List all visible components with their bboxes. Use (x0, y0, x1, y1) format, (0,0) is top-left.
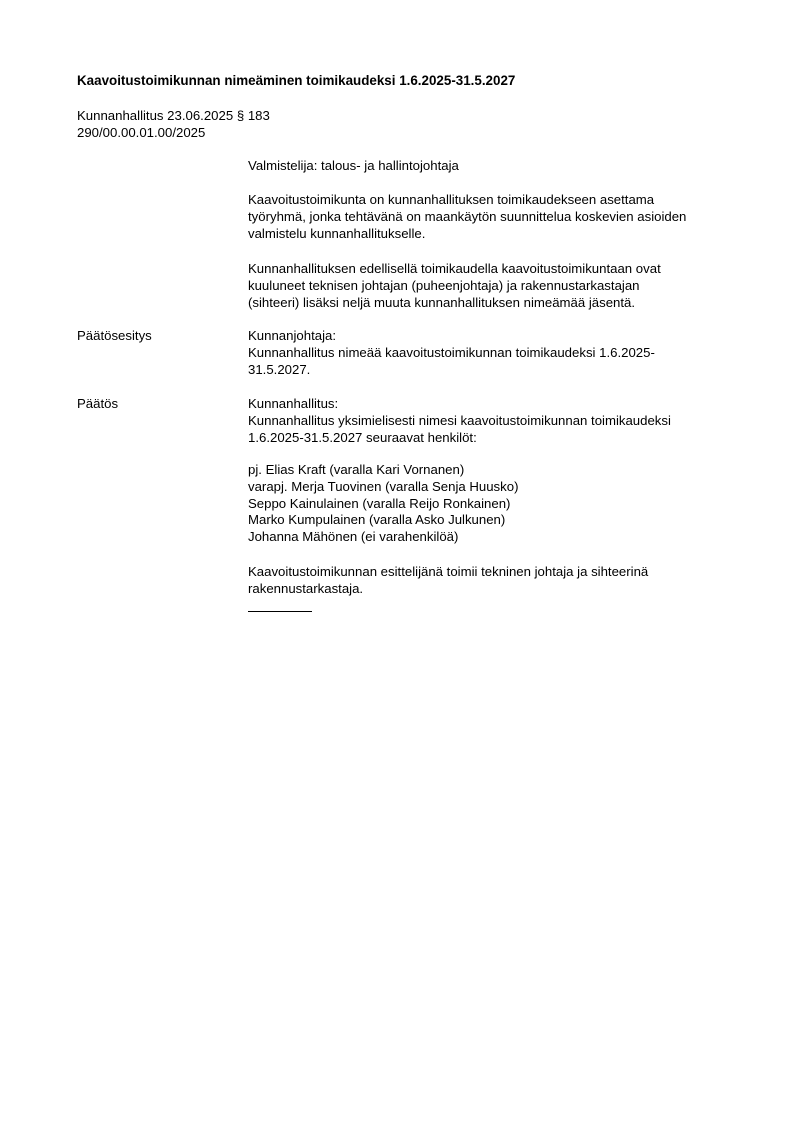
proposal-label: Päätösesitys (77, 328, 152, 343)
paragraph-line: Kunnanhallitus: (248, 396, 339, 411)
paragraph-line: 31.5.2027. (248, 361, 311, 377)
previous-term-paragraph (248, 261, 743, 311)
meeting-reference: Kunnanhallitus 23.06.2025 § 183 (77, 108, 270, 123)
paragraph-line: valmistelu kunnanhallitukselle. (248, 225, 426, 241)
member-item: Seppo Kainulainen (varalla Reijo Ronkainen) (248, 495, 511, 511)
meeting-meta (77, 108, 270, 142)
decision-text (248, 396, 743, 446)
record-number: 290/00.00.01.00/2025 (77, 124, 206, 140)
paragraph-line: Kunnanhallituksen edellisellä toimikaudella kaavoitustoimikuntaan ovat (248, 261, 661, 276)
member-item: pj. Elias Kraft (varalla Kari Vornanen) (248, 462, 465, 477)
preparer-line: Valmistelija: talous- ja hallintojohtaja (248, 158, 459, 173)
paragraph-line: rakennustarkastaja. (248, 580, 364, 596)
paragraph-line: Kaavoitustoimikunta on kunnanhallituksen toimikaudekseen asettama (248, 192, 655, 207)
paragraph-line: työryhmä, jonka tehtävänä on maankäytön suunnittelua koskevien asioiden (248, 208, 687, 224)
paragraph-line: Kunnanjohtaja: (248, 328, 336, 343)
intro-paragraph (248, 192, 743, 242)
closing-paragraph (248, 564, 743, 598)
paragraph-line: Kaavoitustoimikunnan esittelijänä toimii tekninen johtaja ja sihteerinä (248, 564, 649, 579)
decision-label: Päätös (77, 396, 119, 411)
proposal-text (248, 328, 743, 378)
paragraph-line: (sihteeri) lisäksi neljä muuta kunnanhallituksen nimeämää jäsentä. (248, 294, 636, 310)
signature-rule (248, 611, 312, 612)
member-item: varapj. Merja Tuovinen (varalla Senja Huusko) (248, 478, 519, 494)
member-list (248, 462, 743, 546)
document-title: Kaavoitustoimikunnan nimeäminen toimikaudeksi 1.6.2025-31.5.2027 (77, 73, 516, 88)
member-item: Marko Kumpulainen (varalla Asko Julkunen) (248, 512, 506, 528)
paragraph-line: kuuluneet teknisen johtajan (puheenjohtaja) ja rakennustarkastajan (248, 277, 640, 293)
paragraph-line: Kunnanhallitus nimeää kaavoitustoimikunnan toimikaudeksi 1.6.2025- (248, 344, 655, 360)
member-item: Johanna Mähönen (ei varahenkilöä) (248, 529, 459, 545)
paragraph-line: Kunnanhallitus yksimielisesti nimesi kaavoitustoimikunnan toimikaudeksi (248, 412, 671, 428)
paragraph-line: 1.6.2025-31.5.2027 seuraavat henkilöt: (248, 429, 477, 445)
